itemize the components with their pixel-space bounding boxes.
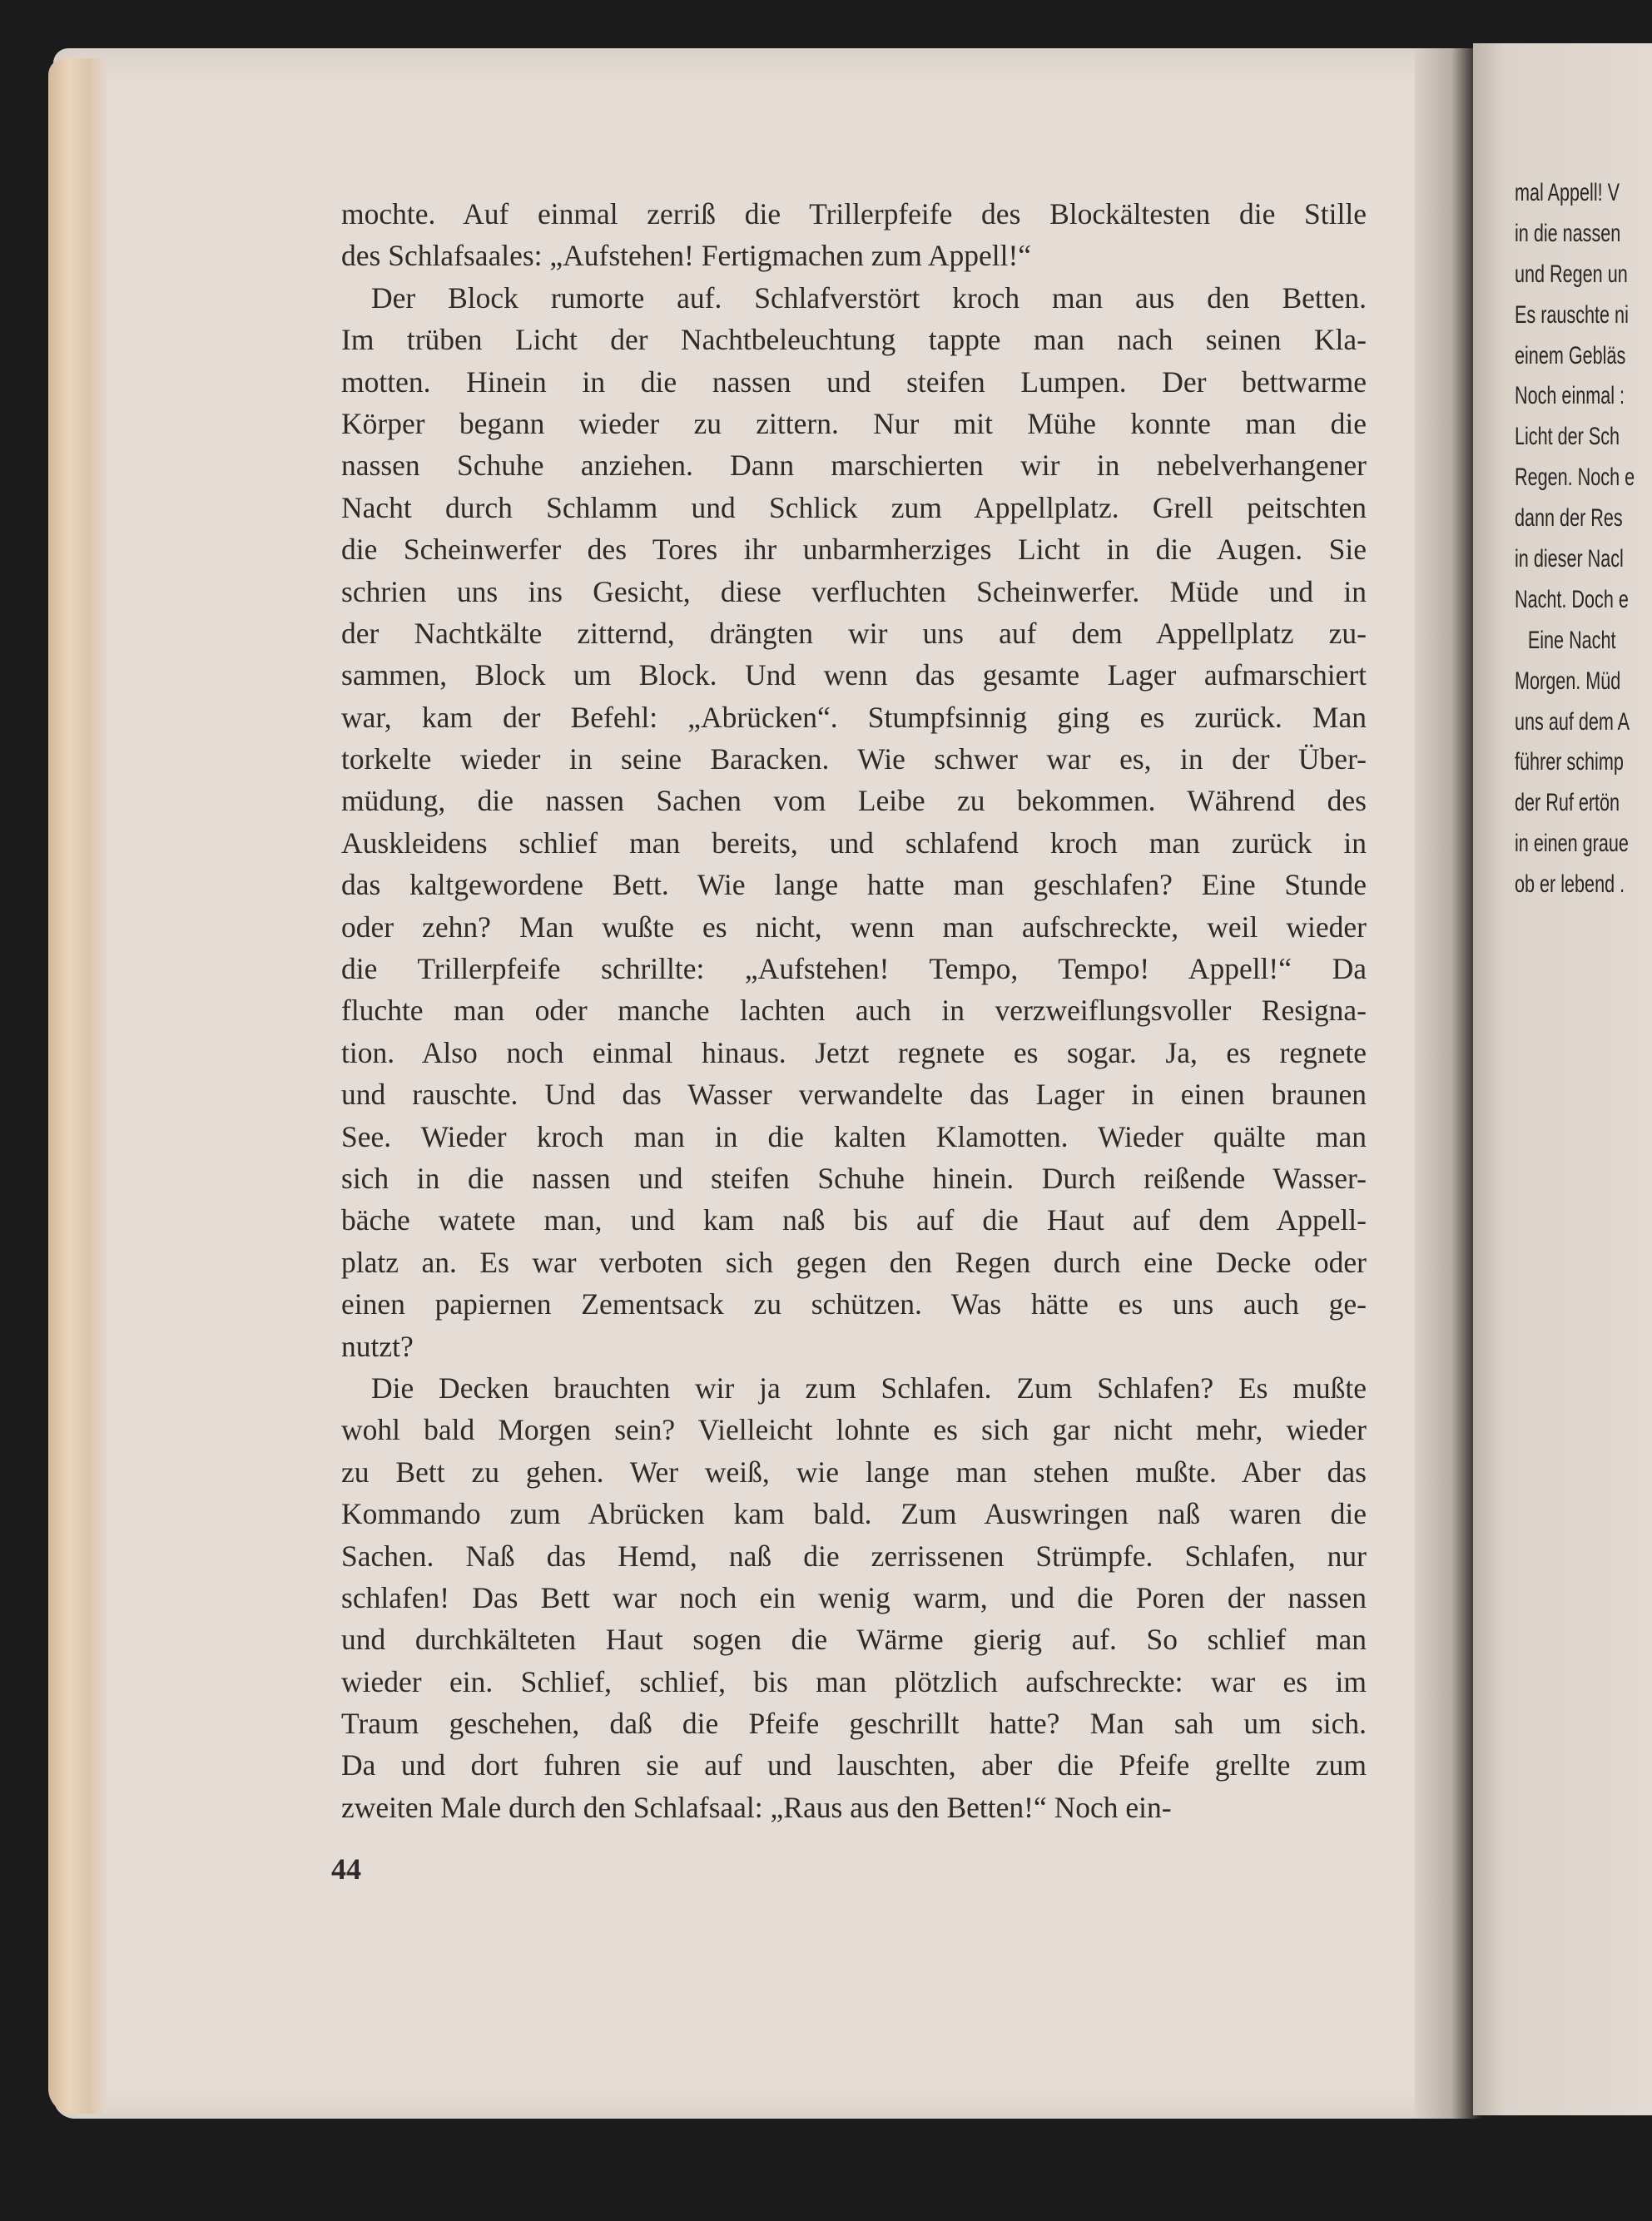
- text-line: nutzt?: [341, 1329, 414, 1363]
- text-line: wieder ein. Schlief, schlief, bis man plötzlich aufschreckte: war es im: [341, 1664, 1367, 1698]
- facing-text-line: Nacht. Doch e: [1515, 585, 1629, 613]
- text-line: zweiten Male durch den Schlafsaal: „Raus aus den Betten!“ Noch ein-: [341, 1790, 1172, 1824]
- text-line: müdung, die nassen Sachen vom Leibe zu bekommen. Während des: [341, 784, 1367, 818]
- text-line: mochte. Auf einmal zerriß die Trillerpfeife des Blockältesten die Stille: [341, 197, 1367, 231]
- text-line: Der Block rumorte auf. Schlafverstört kroch man aus den Betten.: [371, 280, 1367, 315]
- facing-text-line: in die nassen: [1515, 219, 1621, 247]
- text-line: Körper begann wieder zu zittern. Nur mit Mühe konnte man die: [341, 406, 1367, 440]
- facing-text-line: Regen. Noch e: [1515, 464, 1635, 492]
- text-line: Sachen. Naß das Hemd, naß die zerrissenen Strümpfe. Schlafen, nur: [341, 1539, 1367, 1573]
- text-line: schlafen! Das Bett war noch ein wenig warm, und die Poren der nassen: [341, 1580, 1367, 1614]
- facing-text-line: ob er lebend .: [1515, 870, 1625, 899]
- facing-text-line: Es rauschte ni: [1515, 300, 1629, 329]
- paragraph: [341, 193, 1367, 277]
- text-line: die Trillerpfeife schrillte: „Aufstehen! Tempo, Tempo! Appell!“ Da: [341, 952, 1367, 986]
- text-line: Traum geschehen, daß die Pfeife geschrillt hatte? Man sah um sich.: [341, 1707, 1367, 1741]
- facing-text-line: in einen graue: [1515, 830, 1629, 858]
- paragraph: [341, 1367, 1367, 1828]
- book-gutter: [1415, 48, 1481, 2119]
- text-line: tion. Also noch einmal hinaus. Jetzt regnete es sogar. Ja, es regnete: [341, 1035, 1367, 1069]
- text-line: Im trüben Licht der Nachtbeleuchtung tappte man nach seinen Kla-: [341, 323, 1367, 357]
- text-line: die Scheinwerfer des Tores ihr unbarmherziges Licht in die Augen. Sie: [341, 533, 1367, 567]
- text-line: wohl bald Morgen sein? Vielleicht lohnte es sich gar nicht mehr, wieder: [341, 1413, 1367, 1447]
- facing-text-line: Eine Nacht: [1527, 626, 1616, 654]
- facing-page-text: [1515, 173, 1652, 905]
- text-line: See. Wieder kroch man in die kalten Klamotten. Wieder quälte man: [341, 1119, 1367, 1153]
- text-line: nassen Schuhe anziehen. Dann marschierten wir in nebelverhangener: [341, 449, 1367, 483]
- facing-text-line: Morgen. Müd: [1515, 667, 1621, 695]
- text-line: des Schlafsaales: „Aufstehen! Fertigmachen zum Appell!“: [341, 239, 1032, 273]
- text-line: motten. Hinein in die nassen und steifen Lumpen. Der bettwarme: [341, 364, 1367, 399]
- text-line: einen papiernen Zementsack zu schützen. Was hätte es uns auch ge-: [341, 1287, 1367, 1321]
- text-line: sich in die nassen und steifen Schuhe hinein. Durch reißende Wasser-: [341, 1161, 1367, 1195]
- facing-text-line: Licht der Sch: [1515, 423, 1620, 451]
- text-line: Nacht durch Schlamm und Schlick zum Appellplatz. Grell peitschten: [341, 490, 1367, 524]
- facing-text-line: und Regen un: [1515, 260, 1628, 288]
- facing-text-line: in dieser Nacl: [1515, 545, 1624, 573]
- text-line: Auskleidens schlief man bereits, und schlafend kroch man zurück in: [341, 825, 1367, 860]
- page-number: 44: [331, 1852, 361, 1886]
- facing-text-line: Noch einmal :: [1515, 382, 1625, 410]
- text-line: bäche watete man, und kam naß bis auf die Haut auf dem Appell-: [341, 1203, 1367, 1237]
- paragraph: [341, 277, 1367, 1367]
- text-line: zu Bett zu gehen. Wer weiß, wie lange man stehen mußte. Aber das: [341, 1455, 1367, 1489]
- text-line: das kaltgewordene Bett. Wie lange hatte man geschlafen? Eine Stunde: [341, 868, 1367, 902]
- text-line: torkelte wieder in seine Baracken. Wie schwer war es, in der Über-: [341, 742, 1367, 776]
- text-line: und durchkälteten Haut sogen die Wärme gierig auf. So schlief man: [341, 1623, 1367, 1657]
- facing-text-line: dann der Res: [1515, 504, 1623, 533]
- text-line: Die Decken brauchten wir ja zum Schlafen. Zum Schlafen? Es mußte: [371, 1371, 1367, 1405]
- page-text: [341, 193, 1367, 1828]
- text-line: schrien uns ins Gesicht, diese verfluchten Scheinwerfer. Müde und in: [341, 574, 1367, 608]
- facing-text-line: der Ruf ertön: [1515, 789, 1620, 817]
- text-line: der Nachtkälte zitternd, drängten wir uns auf dem Appellplatz zu-: [341, 616, 1367, 650]
- text-line: Da und dort fuhren sie auf und lauschten, aber die Pfeife grellte zum: [341, 1748, 1367, 1782]
- facing-text-line: mal Appell! V: [1515, 179, 1620, 206]
- text-line: und rauschte. Und das Wasser verwandelte das Lager in einen braunen: [341, 1078, 1367, 1112]
- facing-text-line: führer schimp: [1515, 748, 1624, 776]
- text-line: Kommando zum Abrücken kam bald. Zum Auswringen naß waren die: [341, 1497, 1367, 1531]
- facing-text-line: uns auf dem A: [1515, 707, 1630, 736]
- text-line: war, kam der Befehl: „Abrücken“. Stumpfsinnig ging es zurück. Man: [341, 700, 1367, 734]
- text-line: platz an. Es war verboten sich gegen den Regen durch eine Decke oder: [341, 1245, 1367, 1279]
- page-edge: [48, 58, 107, 2114]
- facing-text-line: einem Gebläs: [1515, 341, 1626, 369]
- text-line: sammen, Block um Block. Und wenn das gesamte Lager aufmarschiert: [341, 658, 1367, 692]
- text-line: oder zehn? Man wußte es nicht, wenn man aufschreckte, weil wieder: [341, 910, 1367, 944]
- text-line: fluchte man oder manche lachten auch in verzweiflungsvoller Resigna-: [341, 994, 1367, 1028]
